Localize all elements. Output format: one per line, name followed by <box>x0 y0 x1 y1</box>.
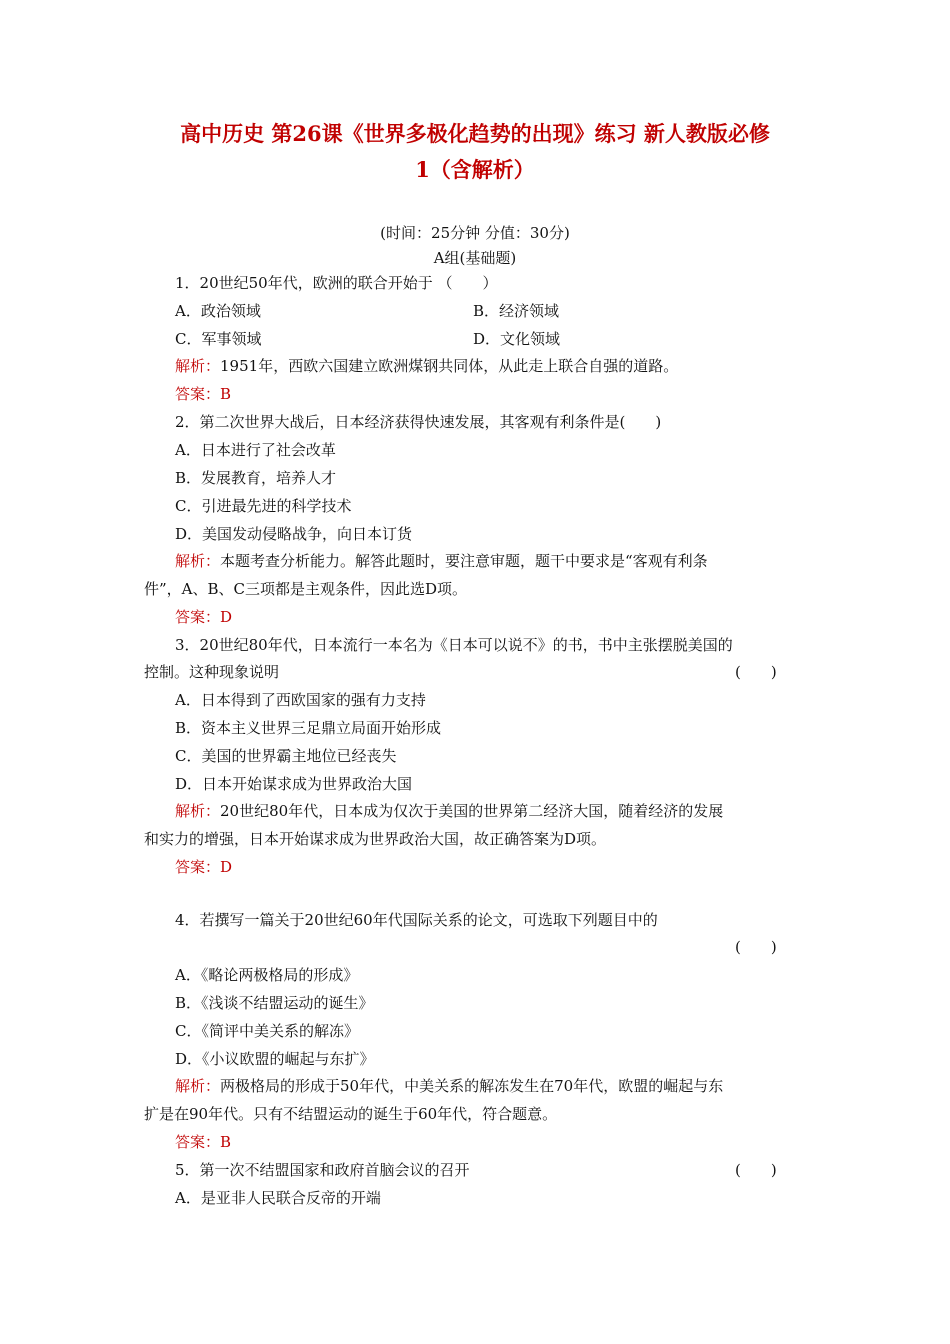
question-4-option-a: A．《略论两极格局的形成》 <box>175 966 359 984</box>
question-1-option-a: A．政治领域 <box>175 302 261 320</box>
question-5-stem: 5．第一次不结盟国家和政府首脑会议的召开 <box>175 1161 470 1179</box>
analysis-text: 两极格局的形成于50年代，中美关系的解冻发生在70年代，欧盟的崛起与东 <box>220 1077 724 1095</box>
question-3-option-a: A．日本得到了西欧国家的强有力支持 <box>175 691 426 709</box>
question-4-option-b: B．《浅谈不结盟运动的诞生》 <box>175 994 374 1012</box>
question-2-option-b: B．发展教育，培养人才 <box>175 469 337 487</box>
question-1-stem: 1．20世纪50年代，欧洲的联合开始于 （ ） <box>175 274 498 292</box>
question-2-answer: 答案：D <box>175 608 233 626</box>
group-heading: A组(基础题) <box>433 249 517 267</box>
analysis-text: 本题考查分析能力。解答此题时，要注意审题，题干中要求是“客观有利条 <box>220 552 708 570</box>
question-3-stem-line-1: 3．20世纪80年代，日本流行一本名为《日本可以说不》的书，书中主张摆脱美国的 <box>175 636 733 654</box>
question-1-answer: 答案：B <box>175 385 232 403</box>
question-4-option-d: D．《小议欧盟的崛起与东扩》 <box>175 1050 375 1068</box>
question-4-analysis-line-1 <box>175 1076 723 1096</box>
question-3-answer-blank: ( ) <box>735 663 777 681</box>
document-title-line-2: 1（含解析） <box>415 157 535 182</box>
analysis-label: 解析： <box>175 552 221 570</box>
question-4-option-c: C．《简评中美关系的解冻》 <box>175 1022 359 1040</box>
question-2-option-c: C．引进最先进的科学技术 <box>175 497 352 515</box>
question-2-stem: 2．第二次世界大战后，日本经济获得快速发展，其客观有利条件是( ) <box>175 413 662 431</box>
analysis-text: 20世纪80年代，日本成为仅次于美国的世界第二经济大国，随着经济的发展 <box>220 802 724 820</box>
time-score-info: (时间：25分钟 分值：30分) <box>380 224 570 242</box>
question-5-answer-blank: ( ) <box>735 1161 777 1179</box>
question-2-option-d: D．美国发动侵略战争，向日本订货 <box>175 525 413 543</box>
question-2-option-a: A．日本进行了社会改革 <box>175 441 336 459</box>
question-1-analysis <box>175 356 678 376</box>
question-3-stem-line-2: 控制。这种现象说明 <box>144 663 280 681</box>
question-2-analysis-line-1 <box>175 551 708 571</box>
question-3-analysis-line-2: 和实力的增强，日本开始谋求成为世界政治大国，故正确答案为D项。 <box>144 830 607 848</box>
question-1-option-c: C．军事领域 <box>175 330 262 348</box>
question-3-answer: 答案：D <box>175 858 233 876</box>
analysis-label: 解析： <box>175 802 221 820</box>
question-3-option-b: B．资本主义世界三足鼎立局面开始形成 <box>175 719 442 737</box>
document-title-line-1: 高中历史 第26课《世界多极化趋势的出现》练习 新人教版必修 <box>180 121 770 146</box>
question-1-option-b: B．经济领域 <box>473 302 560 320</box>
question-5-option-a: A．是亚非人民联合反帝的开端 <box>175 1189 381 1207</box>
analysis-label: 解析： <box>175 1077 221 1095</box>
question-4-answer-blank: ( ) <box>735 938 777 956</box>
analysis-text: 1951年，西欧六国建立欧洲煤钢共同体，从此走上联合自强的道路。 <box>220 357 679 375</box>
analysis-label: 解析： <box>175 357 221 375</box>
question-4-stem: 4．若撰写一篇关于20世纪60年代国际关系的论文，可选取下列题目中的 <box>175 911 658 929</box>
question-4-answer: 答案：B <box>175 1133 232 1151</box>
question-3-option-d: D．日本开始谋求成为世界政治大国 <box>175 775 413 793</box>
question-2-analysis-line-2: 件”，A、B、C三项都是主观条件，因此选D项。 <box>144 580 468 598</box>
question-3-option-c: C．美国的世界霸主地位已经丧失 <box>175 747 397 765</box>
question-4-analysis-line-2: 扩是在90年代。只有不结盟运动的诞生于60年代，符合题意。 <box>144 1105 558 1123</box>
question-3-analysis-line-1 <box>175 801 723 821</box>
question-1-option-d: D．文化领域 <box>473 330 561 348</box>
